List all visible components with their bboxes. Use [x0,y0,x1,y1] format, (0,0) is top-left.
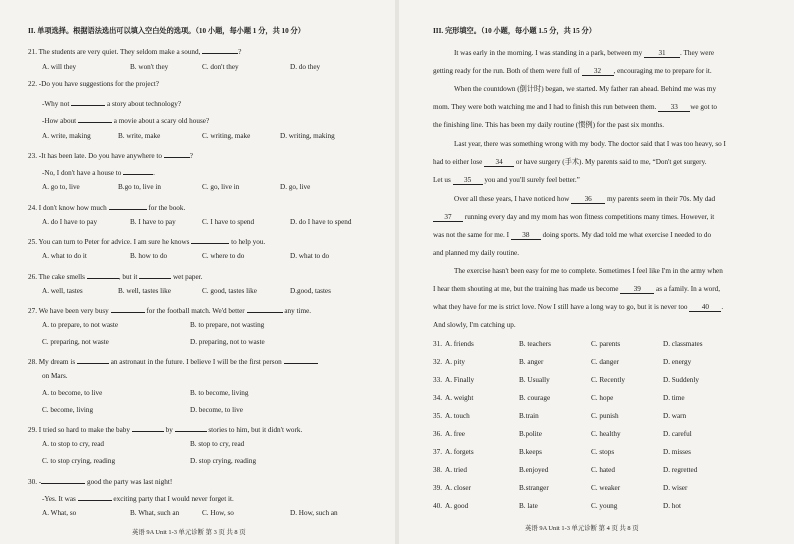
answer-blank[interactable] [87,270,119,279]
question-30-line-1: -Yes. It was exciting party that I would never forget it. [42,492,234,504]
question-21: 21. The students are very quiet. They seldom make a sound, ? [28,45,241,57]
passage-line: I hear them shouting at me, but the training has made us become 39 as a family. In a word, [433,285,721,293]
option-b[interactable]: B.enjoyed [519,466,549,474]
option-a[interactable]: A. pity [445,358,465,366]
question-28-line-1: on Mars. [42,372,68,380]
option-c[interactable]: C. hated [591,466,615,474]
question-22: 22. -Do you have suggestions for the project? [28,80,159,88]
answer-blank[interactable] [139,270,171,279]
answer-blank[interactable] [71,97,105,106]
option-b[interactable]: B. well, tastes like [118,287,171,295]
passage-line: Last year, there was something wrong with my body. The doctor said that I was too heavy, so I [454,140,726,148]
passage-line: and planned my daily routine. [433,249,520,257]
option-b[interactable]: B.go to, live in [118,183,161,191]
option-d[interactable]: D. what to do [290,252,330,260]
option-b[interactable]: B. I have to pay [130,218,176,226]
option-c[interactable]: C. preparing, not waste [42,338,109,346]
passage-line: was not the same for me. I 38 doing sports. My dad told me what exercise I needed to do [433,231,712,239]
option-b[interactable]: B.train [519,412,539,420]
option-b[interactable]: B. late [519,502,538,510]
option-a[interactable]: A. will they [42,63,77,71]
answer-blank[interactable] [41,475,85,484]
option-a[interactable]: A. write, making [42,132,91,140]
cloze-blank-31[interactable]: 31 [644,49,680,58]
option-c[interactable]: C. danger [591,358,619,366]
question-30: 30. - good the party was last night! [28,475,172,487]
option-c[interactable]: C. to stop crying, reading [42,457,116,465]
option-d[interactable]: D. misses [663,448,691,456]
cloze-blank-39[interactable]: 39 [620,285,654,294]
cloze-blank-34[interactable]: 34 [484,158,514,167]
answer-blank[interactable] [78,492,112,501]
cloze-blank-37[interactable]: 37 [433,213,463,222]
option-b[interactable]: B. to become, living [190,389,249,397]
question-28: 28. My dream is an astronaut in the future. I believe I will be the first person [28,355,318,367]
option-d[interactable]: D. time [663,394,685,402]
passage-line: Let us 35 you and you'll surely feel better.” [433,176,580,184]
option-d[interactable]: D. Suddenly [663,376,699,384]
passage-line: getting ready for the run. Both of them were full of 32 , encouraging me to prepare for it. [433,67,712,75]
option-c[interactable]: C. punish [591,412,619,420]
option-c[interactable]: C. weaker [591,484,621,492]
passage-line: had to either lose 34 or have surgery (手术). My parents said to me, “Don't get surgery. [433,158,707,166]
option-d[interactable]: D. become, to live [190,406,243,414]
question-23-line-1: -No, I don't have a house to . [42,166,155,178]
page-footer: 英语 9A Unit 1-3 单元诊断 第 3 页 共 8 页 [132,529,246,536]
question-25: 25. You can turn to Peter for advice. I am sure he knows to help you. [28,235,265,247]
option-a[interactable]: A. free [445,430,465,438]
option-c[interactable]: C. writing, make [202,132,251,140]
cloze-blank-38[interactable]: 38 [511,231,541,240]
option-a[interactable]: A. to stop to cry, read [42,440,105,448]
option-d[interactable]: D. classmates [663,340,703,348]
option-d[interactable]: D. warn [663,412,687,420]
question-22-line-2: -How about a movie about a scary old house? [42,114,209,126]
option-c[interactable]: C. young [591,502,618,510]
option-c[interactable]: C. Recently [591,376,625,384]
option-a[interactable]: A. to prepare, to not waste [42,321,119,329]
option-b[interactable]: B. to prepare, not wasting [190,321,265,329]
option-d[interactable]: D. writing, making [280,132,335,140]
answer-blank[interactable] [164,149,190,158]
option-c[interactable]: C. stops [591,448,615,456]
option-c[interactable]: C. don't they [202,63,239,71]
option-d[interactable]: D. energy [663,358,692,366]
answer-blank[interactable] [111,304,145,313]
option-b[interactable]: B. Usually [519,376,550,384]
answer-blank[interactable] [77,355,109,364]
option-c[interactable]: C. become, living [42,406,94,414]
option-d[interactable]: D. careful [663,430,692,438]
option-d[interactable]: D. do they [290,63,321,71]
option-a[interactable]: A. forgets [445,448,474,456]
option-c[interactable]: C. I have to spend [202,218,255,226]
option-d[interactable]: D. wiser [663,484,688,492]
question-27: 27. We have been very busy for the football match. We'd better any time. [28,304,311,316]
answer-blank[interactable] [191,235,229,244]
answer-blank[interactable] [175,423,207,432]
option-a[interactable]: A. Finally [445,376,475,384]
option-b[interactable]: B. anger [519,358,544,366]
option-a[interactable]: A. go to, live [42,183,80,191]
option-a[interactable]: A. friends [445,340,474,348]
question-29: 29. I tried so hard to make the baby by stories to him, but it didn't work. [28,423,302,435]
passage-line: 37 running every day and my mom has won fitness competitions many times. However, it [433,213,714,222]
option-c[interactable]: C. How, so [202,509,234,517]
question-22-line-1: -Why not a story about technology? [42,97,181,109]
passage-line: It was early in the morning. I was standing in a park, between my 31 . They were [454,49,715,57]
option-b[interactable]: B.stranger [519,484,549,492]
passage-line: The exercise hasn't been easy for me to complete. Sometimes I feel like I'm in the army when [454,267,723,275]
option-c[interactable]: C. where to do [202,252,245,260]
option-b[interactable]: B. how to do [130,252,168,260]
option-d[interactable]: D. regretted [663,466,698,474]
cloze-blank-36[interactable]: 36 [571,195,605,204]
option-a[interactable]: A. well, tastes [42,287,83,295]
section-title-cloze: III. 完形填空。（10 小题，每小题 1.5 分，共 15 分） [433,27,596,35]
passage-line: Over all these years, I have noticed how 36 my parents seem in their 70s. My dad [454,195,716,203]
option-b[interactable]: B.polite [519,430,542,438]
option-d[interactable]: D. do I have to spend [290,218,352,226]
answer-blank[interactable] [202,45,238,54]
option-a[interactable]: A. do I have to pay [42,218,98,226]
option-a[interactable]: A. what to do it [42,252,87,260]
option-b[interactable]: B. stop to cry, read [190,440,245,448]
passage-line: the finishing line. This has been my daily routine (惯例) for the past six months. [433,121,665,129]
option-a[interactable]: A. good [445,502,469,510]
option-d[interactable]: D. go, live [280,183,311,191]
option-a[interactable]: A. weight [445,394,474,402]
option-c[interactable]: C. hope [591,394,614,402]
cloze-blank-35[interactable]: 35 [453,176,483,185]
answer-blank[interactable] [132,423,164,432]
option-b[interactable]: B. write, make [118,132,161,140]
answer-blank[interactable] [247,304,283,313]
option-b[interactable]: B. What, such an [130,509,180,517]
passage-line: what they have for me is strict love. Now I still have a long way to go, but it is never too 40 . [433,303,724,311]
passage-line: And slowly, I'm catching up. [433,321,516,329]
passage-line: When the countdown (倒计时) began, we started. My father ran ahead. Behind me was my [454,85,717,93]
right-page: III. 完形填空。（10 小题，每小题 1.5 分，共 15 分） It was early in the morning. I was standing in a park, between my 31 . They were getting ready for the run. Both of them were full of 32 , encouraging me to prepare for it. When the countdown (倒计时) began, we started. My father ran ahead. Behind me was my mom. They were both watching me and I had to finish this run between them. 33 we got to the finishing line. This has been my daily routine (惯例) for the past six months. Last year, there was something wrong with my body. The doctor said that I was too heavy, so I had to either lose 34 or have surgery (手术). My parents said to me, “Don't get surgery. Let us 35 you and you'll surely feel better.” Over all these years, I have noticed how 36 my parents seem in their 70s. My dad 37 running every day and my mom has won fitness competitions many times. However, it was not the same for me. I 38 doing sports. My dad told me what exercise I needed to do and planned my daily routine. The exercise hasn't been easy for me to complete. Sometimes I feel like I'm in the army when I hear them shouting at me, but the training has made us become 39 as a family. In a word, what they have for me is strict love. Now I still have a long way to go, but it is never too 40 . And slowly, I'm catching up. 31. A. friends B. teachers C. parents D. classmates 32. A. pity B. anger C. danger D. energy 33. A. Finally B. Usually C. Recently D. Suddenly 34. A. weight B. courage C. hope D. time 35. A. touch B.train C. punish D. warn 36. A. free B.polite C. healthy D. careful 37. A. forgets B.keeps C. stops D. misses 38. A. tried B.enjoyed C. hated D. regretted 39. A. closer B.stranger C. weaker D. wiser 40. A. good B. late C. young D. hot 英语 9A Unit 1-3 单元诊断 第 4 页 共 8 页 [433,27,726,532]
question-26: 26. The cake smells , but it wet paper. [28,270,202,282]
option-d[interactable]: D. preparing, not to waste [190,338,265,346]
answer-blank[interactable] [78,114,112,123]
option-a[interactable]: A. closer [445,484,471,492]
section-title-grammar: II. 单项选择。根据语法选出可以填入空白处的选项。（10 小题，每小题 1 分，共 10 分） [28,27,305,35]
answer-blank[interactable] [284,355,318,364]
option-d[interactable]: D. How, such an [290,509,338,517]
answer-blank[interactable] [109,201,147,210]
cloze-blank-32[interactable]: 32 [582,67,614,76]
option-a[interactable]: A. tried [445,466,467,474]
passage-line: mom. They were both watching me and I had to finish this run between them. 33 we got to [433,103,717,111]
option-b[interactable]: B. teachers [519,340,551,348]
option-b[interactable]: B. courage [519,394,551,402]
option-c[interactable]: C. good, tastes like [202,287,257,295]
option-d[interactable]: D. hot [663,502,681,510]
option-c[interactable]: C. parents [591,340,621,348]
option-a[interactable]: A. touch [445,412,470,420]
option-d[interactable]: D.good, tastes [290,287,331,295]
option-a[interactable]: A. What, so [42,509,77,517]
option-b[interactable]: B.keeps [519,448,542,456]
option-b[interactable]: B. won't they [130,63,169,71]
option-c[interactable]: C. go, live in [202,183,240,191]
option-a[interactable]: A. to become, to live [42,389,103,397]
page-footer: 英语 9A Unit 1-3 单元诊断 第 4 页 共 8 页 [525,525,639,532]
question-23: 23. -It has been late. Do you have anywhere to ? [28,149,193,161]
question-24: 24. I don't know how much for the book. [28,201,185,213]
option-d[interactable]: D. stop crying, reading [190,457,257,465]
cloze-blank-40[interactable]: 40 [689,303,721,312]
answer-blank[interactable] [123,166,153,175]
cloze-blank-33[interactable]: 33 [658,103,690,112]
option-c[interactable]: C. healthy [591,430,621,438]
